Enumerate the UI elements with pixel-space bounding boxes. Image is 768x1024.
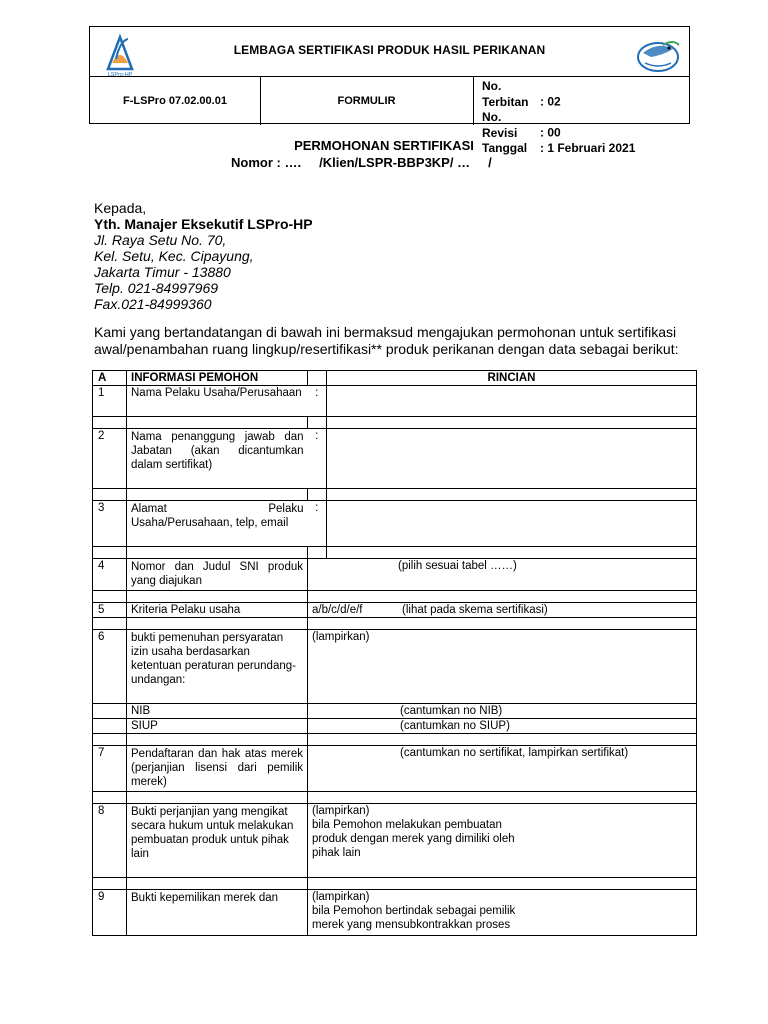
colon: : — [308, 501, 327, 547]
siup-label: SIUP — [127, 719, 308, 734]
table-row — [93, 890, 697, 936]
row-number: 6 — [93, 630, 127, 704]
row-label: Bukti perjanjian yang mengikat secara hukum untuk melakukan pembuatan produk untuk pihak lain — [127, 804, 308, 878]
colon: : — [308, 386, 327, 417]
meta-val-tanggal: : 1 Februari 2021 — [540, 141, 636, 155]
form-title: PERMOHONAN SERTIFIKASI — [294, 138, 474, 153]
table-header-row — [93, 371, 697, 386]
criteria-options: a/b/c/d/e/f — [312, 604, 363, 616]
row-number: 9 — [93, 890, 127, 936]
header-no: A — [93, 371, 127, 386]
row-number: 3 — [93, 501, 127, 547]
table-row — [93, 429, 697, 489]
row-number: 2 — [93, 429, 127, 489]
colon: : — [308, 429, 327, 489]
meta-val-revisi: : 00 — [540, 125, 561, 140]
address-line: Jl. Raya Setu No. 70, — [94, 232, 227, 248]
greeting: Kepada, — [94, 200, 147, 216]
row-label: Alamat Pelaku Usaha/Perusahaan, telp, email — [127, 501, 308, 547]
row-detail[interactable] — [308, 603, 697, 618]
document-type: FORMULIR — [260, 77, 474, 125]
nib-label: NIB — [127, 704, 308, 719]
row-label: bukti pemenuhan persyaratan izin usaha berdasarkan ketentuan peraturan perundang-undangan: — [127, 630, 308, 704]
row-number: 7 — [93, 746, 127, 792]
form-number: Nomor : …. /Klien/LSPR-BBP3KP/ … / — [231, 155, 492, 170]
header-detail: RINCIAN — [327, 371, 697, 386]
row-label: Nama penanggung jawab dan Jabatan (akan dicantumkan dalam sertifikat) — [127, 429, 308, 489]
condition-note: bila Pemohon bertindak sebagai pemilik merek yang mensubkontrakkan proses — [312, 905, 516, 931]
table-row — [93, 804, 697, 878]
recipient-name: Yth. Manajer Eksekutif LSPro-HP — [94, 216, 313, 232]
condition-note: bila Pemohon melakukan pembuatan produk dengan merek yang dimiliki oleh pihak lain — [312, 819, 515, 859]
svg-text:LSPro-HP: LSPro-HP — [107, 72, 133, 77]
siup-detail[interactable]: (cantumkan no SIUP) — [308, 719, 697, 734]
row-label: Bukti kepemilikan merek dan — [127, 890, 308, 936]
row-detail[interactable] — [327, 386, 697, 417]
row-detail[interactable] — [327, 429, 697, 489]
institution-name: LEMBAGA SERTIFIKASI PRODUK HASIL PERIKANAN — [233, 43, 546, 57]
row-label: Kriteria Pelaku usaha — [127, 603, 308, 618]
header-info: INFORMASI PEMOHON — [127, 371, 308, 386]
table-row — [93, 719, 697, 734]
row-label: Nama Pelaku Usaha/Perusahaan — [127, 386, 308, 417]
row-label: Nomor dan Judul SNI produk yang diajukan — [127, 559, 308, 591]
row-detail[interactable] — [308, 890, 697, 936]
row-detail[interactable] — [308, 804, 697, 878]
row-detail[interactable]: (lampirkan) — [308, 630, 697, 704]
row-number: 1 — [93, 386, 127, 417]
row-detail[interactable] — [327, 501, 697, 547]
row-number: 8 — [93, 804, 127, 878]
address-line: Fax.021-84999360 — [94, 296, 212, 312]
meta-key-terbitan: No. Terbitan — [482, 79, 529, 109]
intro-paragraph: Kami yang bertandatangan di bawah ini bermaksud mengajukan permohonan untuk sertifikasi awal/penambahan ruang lingkup/resertifikasi** produk perikanan dengan data sebagai berikut: — [94, 324, 679, 357]
kkp-fish-logo — [633, 35, 683, 75]
row-label: Pendaftaran dan hak atas merek (perjanjian lisensi dari pemilik merek) — [127, 746, 308, 792]
criteria-note: (lihat pada skema sertifikasi) — [402, 604, 548, 616]
table-row — [93, 603, 697, 618]
table-row — [93, 704, 697, 719]
row-number: 4 — [93, 559, 127, 591]
table-row — [93, 746, 697, 792]
meta-key-revisi: No. Revisi — [482, 110, 518, 140]
document-code: F-LSPro 07.02.00.01 — [90, 77, 261, 125]
recipient-address — [94, 200, 313, 312]
table-row — [93, 559, 697, 591]
row-number: 5 — [93, 603, 127, 618]
row-detail[interactable]: (cantumkan no sertifikat, lampirkan sertifikat) — [308, 746, 697, 792]
applicant-info-table — [92, 370, 697, 936]
attach-note: (lampirkan) — [312, 805, 370, 817]
meta-key-tanggal: Tanggal — [482, 141, 528, 155]
table-row — [93, 386, 697, 417]
address-line: Jakarta Timur - 13880 — [94, 264, 231, 280]
address-line: Kel. Setu, Kec. Cipayung, — [94, 248, 254, 264]
address-line: Telp. 021-84997969 — [94, 280, 219, 296]
table-row — [93, 501, 697, 547]
row-detail[interactable]: (pilih sesuai tabel ……) — [308, 559, 697, 591]
attach-note: (lampirkan) — [312, 891, 370, 903]
table-row — [93, 630, 697, 704]
nib-detail[interactable]: (cantumkan no NIB) — [308, 704, 697, 719]
meta-val-terbitan: : 02 — [540, 94, 561, 109]
